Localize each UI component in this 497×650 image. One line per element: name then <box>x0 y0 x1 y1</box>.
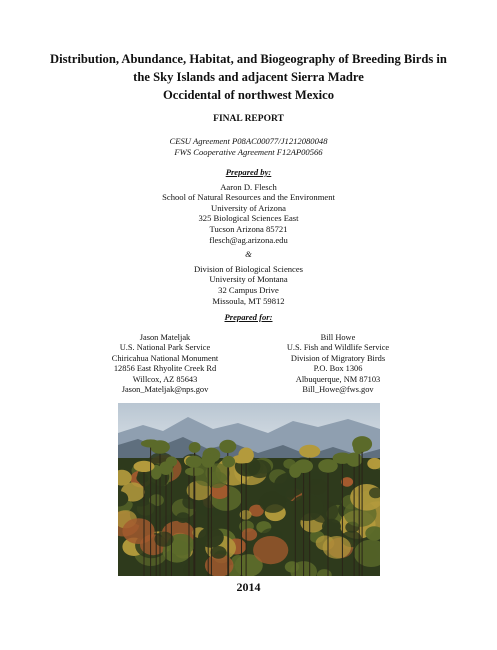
title-line-3: Occidental of northwest Mexico <box>162 88 335 102</box>
author-city: Tucson Arizona 85721 <box>209 223 288 234</box>
second-address: 32 Campus Drive <box>218 284 279 295</box>
recipient-left-org: U.S. National Park Service <box>119 343 211 353</box>
fws-agreement: FWS Cooperative Agreement F12AP00566 <box>174 146 323 157</box>
prepared-for-heading: Prepared for: <box>224 312 273 322</box>
report-title <box>20 50 477 104</box>
landscape-illustration <box>118 403 380 576</box>
recipient-right-email: Bill_Howe@fws.gov <box>302 385 374 395</box>
recipient-right-city: Albuquerque, NM 87103 <box>295 374 381 384</box>
agreement-numbers <box>0 136 497 157</box>
final-report-label: FINAL REPORT <box>213 114 284 124</box>
recipient-right-name: Bill Howe <box>320 333 356 342</box>
recipient-left <box>85 333 245 395</box>
prepared-by-heading: Prepared by: <box>225 167 272 177</box>
author-address: 325 Biological Sciences East <box>198 213 299 224</box>
cover-photo-forest-mountains <box>118 403 380 576</box>
recipient-left-address: 12856 East Rhyolite Creek Rd <box>113 364 217 374</box>
report-year: 2014 <box>236 580 261 594</box>
recipient-left-unit: Chiricahua National Monument <box>111 353 219 363</box>
title-line-2: the Sky Islands and adjacent Sierra Madre <box>133 70 364 84</box>
cesu-agreement: CESU Agreement P08AC00077/J1212080048 <box>169 136 328 146</box>
author-name: Aaron D. Flesch <box>220 181 277 192</box>
author-email: flesch@ag.arizona.edu <box>209 234 288 245</box>
recipient-left-city: Willcox, AZ 85643 <box>132 374 198 384</box>
recipient-left-email: Jason_Mateljak@nps.gov <box>121 385 209 395</box>
second-dept: Division of Biological Sciences <box>193 263 304 274</box>
recipient-right-org: U.S. Fish and Wildlife Service <box>286 343 390 353</box>
second-city: Missoula, MT 59812 <box>212 295 285 306</box>
author-university: University of Arizona <box>211 202 286 213</box>
second-university: University of Montana <box>209 274 288 285</box>
author-dept: School of Natural Resources and the Environment <box>162 192 335 203</box>
recipient-right <box>258 333 418 395</box>
ampersand: & <box>245 249 252 260</box>
prepared-by-section <box>0 167 497 306</box>
title-line-1: Distribution, Abundance, Habitat, and Biogeography of Breeding Birds in <box>50 52 447 66</box>
recipient-left-name: Jason Mateljak <box>139 333 191 342</box>
recipient-right-unit: Division of Migratory Birds <box>290 353 386 363</box>
recipient-right-address: P.O. Box 1306 <box>313 364 363 374</box>
